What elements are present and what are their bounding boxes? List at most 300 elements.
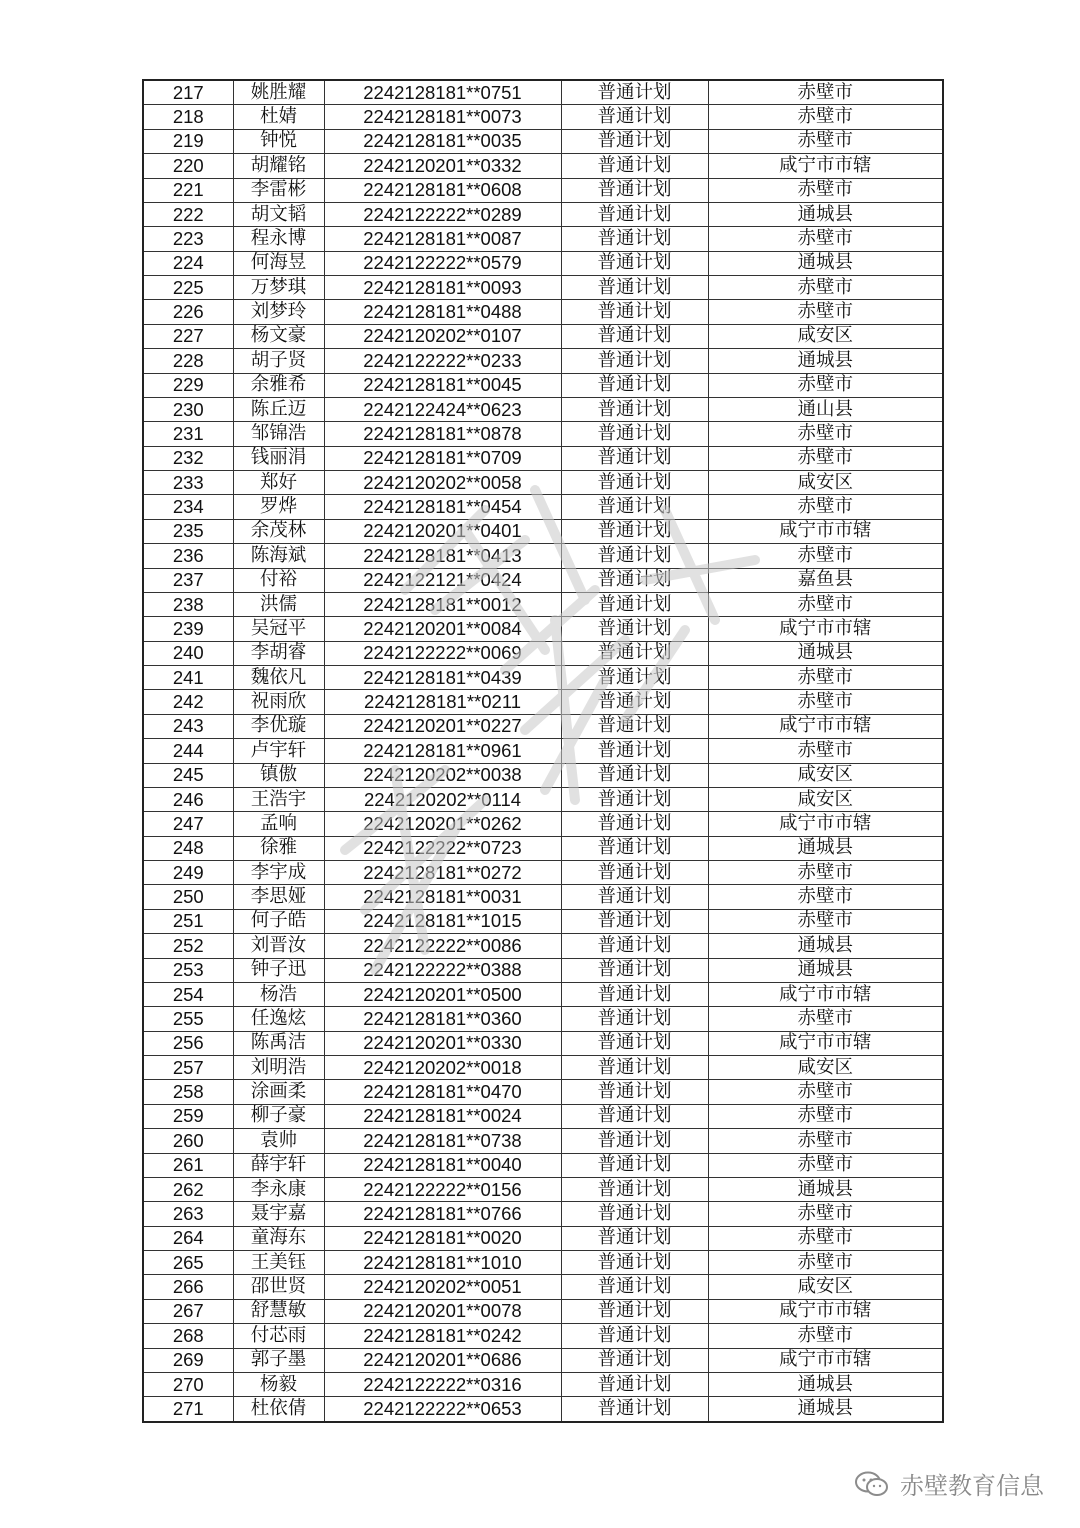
table-row: [143, 178, 943, 202]
exam-id-cell: 2242128181**0608: [324, 178, 561, 202]
region-cell: 通城县: [708, 1372, 943, 1396]
plan-type-cell: 普通计划: [561, 276, 708, 300]
exam-id-cell: 2242128181**0272: [324, 861, 561, 885]
table-row: [143, 666, 943, 690]
student-name-cell: 李思娅: [233, 885, 324, 909]
table-row: [143, 641, 943, 665]
exam-id-cell: 2242122121**0424: [324, 568, 561, 592]
region-cell: 咸安区: [708, 324, 943, 348]
student-name-cell: 钟子迅: [233, 958, 324, 982]
table-row: [143, 592, 943, 616]
student-name-cell: 李雷彬: [233, 178, 324, 202]
table-row: [143, 1348, 943, 1372]
row-number-cell: 256: [143, 1031, 233, 1055]
exam-id-cell: 2242122222**0233: [324, 349, 561, 373]
row-number-cell: 251: [143, 909, 233, 933]
table-body: [143, 80, 943, 1422]
plan-type-cell: 普通计划: [561, 495, 708, 519]
region-cell: 赤壁市: [708, 861, 943, 885]
row-number-cell: 260: [143, 1129, 233, 1153]
exam-id-cell: 2242122222**0156: [324, 1177, 561, 1201]
student-name-cell: 柳子豪: [233, 1104, 324, 1128]
student-name-cell: 王浩宇: [233, 787, 324, 811]
row-number-cell: 254: [143, 982, 233, 1006]
table-row: [143, 1324, 943, 1348]
student-name-cell: 钱丽涓: [233, 446, 324, 470]
student-name-cell: 万梦琪: [233, 276, 324, 300]
region-cell: 咸安区: [708, 787, 943, 811]
exam-id-cell: 2242128181**0093: [324, 276, 561, 300]
row-number-cell: 229: [143, 373, 233, 397]
exam-id-cell: 2242120201**0500: [324, 982, 561, 1006]
plan-type-cell: 普通计划: [561, 544, 708, 568]
region-cell: 赤壁市: [708, 885, 943, 909]
exam-id-cell: 2242128181**0012: [324, 592, 561, 616]
region-cell: 赤壁市: [708, 1129, 943, 1153]
plan-type-cell: 普通计划: [561, 1056, 708, 1080]
plan-type-cell: 普通计划: [561, 1275, 708, 1299]
table-row: [143, 812, 943, 836]
exam-id-cell: 2242128181**0751: [324, 80, 561, 105]
student-name-cell: 付芯雨: [233, 1324, 324, 1348]
student-name-cell: 祝雨欣: [233, 690, 324, 714]
region-cell: 通城县: [708, 934, 943, 958]
plan-type-cell: 普通计划: [561, 397, 708, 421]
table-row: [143, 982, 943, 1006]
table-row: [143, 1129, 943, 1153]
plan-type-cell: 普通计划: [561, 1251, 708, 1275]
region-cell: 赤壁市: [708, 1202, 943, 1226]
region-cell: 赤壁市: [708, 1080, 943, 1104]
table-row: [143, 1056, 943, 1080]
row-number-cell: 246: [143, 787, 233, 811]
student-name-cell: 杨浩: [233, 982, 324, 1006]
exam-id-cell: 2242122222**0388: [324, 958, 561, 982]
region-cell: 赤壁市: [708, 1226, 943, 1250]
region-cell: 咸安区: [708, 763, 943, 787]
row-number-cell: 235: [143, 519, 233, 543]
exam-id-cell: 2242128181**0211: [324, 690, 561, 714]
region-cell: 赤壁市: [708, 690, 943, 714]
table-row: [143, 1202, 943, 1226]
table-row: [143, 763, 943, 787]
region-cell: 赤壁市: [708, 227, 943, 251]
row-number-cell: 253: [143, 958, 233, 982]
row-number-cell: 258: [143, 1080, 233, 1104]
region-cell: 通城县: [708, 641, 943, 665]
region-cell: 咸宁市市辖: [708, 1031, 943, 1055]
table-row: [143, 1251, 943, 1275]
student-name-cell: 罗烨: [233, 495, 324, 519]
plan-type-cell: 普通计划: [561, 1397, 708, 1422]
student-name-cell: 李宇成: [233, 861, 324, 885]
student-name-cell: 吴冠平: [233, 617, 324, 641]
plan-type-cell: 普通计划: [561, 324, 708, 348]
exam-id-cell: 2242122222**0579: [324, 251, 561, 275]
exam-id-cell: 2242128181**0087: [324, 227, 561, 251]
student-name-cell: 钟悦: [233, 129, 324, 153]
table-row: [143, 739, 943, 763]
row-number-cell: 263: [143, 1202, 233, 1226]
region-cell: 赤壁市: [708, 422, 943, 446]
row-number-cell: 218: [143, 105, 233, 129]
plan-type-cell: 普通计划: [561, 251, 708, 275]
plan-type-cell: 普通计划: [561, 739, 708, 763]
exam-id-cell: 2242128181**0024: [324, 1104, 561, 1128]
exam-id-cell: 2242128181**0031: [324, 885, 561, 909]
region-cell: 赤壁市: [708, 105, 943, 129]
region-cell: 嘉鱼县: [708, 568, 943, 592]
plan-type-cell: 普通计划: [561, 471, 708, 495]
exam-id-cell: 2242120201**0330: [324, 1031, 561, 1055]
table-row: [143, 544, 943, 568]
region-cell: 咸宁市市辖: [708, 154, 943, 178]
row-number-cell: 220: [143, 154, 233, 178]
plan-type-cell: 普通计划: [561, 129, 708, 153]
table-row: [143, 202, 943, 226]
row-number-cell: 266: [143, 1275, 233, 1299]
region-cell: 赤壁市: [708, 544, 943, 568]
exam-id-cell: 2242128181**0961: [324, 739, 561, 763]
plan-type-cell: 普通计划: [561, 80, 708, 105]
region-cell: 赤壁市: [708, 1251, 943, 1275]
row-number-cell: 267: [143, 1299, 233, 1323]
plan-type-cell: 普通计划: [561, 519, 708, 543]
row-number-cell: 237: [143, 568, 233, 592]
row-number-cell: 239: [143, 617, 233, 641]
plan-type-cell: 普通计划: [561, 787, 708, 811]
student-name-cell: 余茂林: [233, 519, 324, 543]
plan-type-cell: 普通计划: [561, 1202, 708, 1226]
row-number-cell: 248: [143, 836, 233, 860]
plan-type-cell: 普通计划: [561, 154, 708, 178]
row-number-cell: 249: [143, 861, 233, 885]
region-cell: 咸宁市市辖: [708, 714, 943, 738]
student-name-cell: 郑好: [233, 471, 324, 495]
table-row: [143, 714, 943, 738]
footer-source: [854, 1466, 1044, 1501]
exam-id-cell: 2242120202**0114: [324, 787, 561, 811]
student-name-cell: 袁帅: [233, 1129, 324, 1153]
plan-type-cell: 普通计划: [561, 982, 708, 1006]
student-name-cell: 杨毅: [233, 1372, 324, 1396]
region-cell: 咸安区: [708, 1275, 943, 1299]
student-name-cell: 聂宇嘉: [233, 1202, 324, 1226]
exam-id-cell: 2242120202**0018: [324, 1056, 561, 1080]
row-number-cell: 223: [143, 227, 233, 251]
region-cell: 咸宁市市辖: [708, 1299, 943, 1323]
plan-type-cell: 普通计划: [561, 1007, 708, 1031]
plan-type-cell: 普通计划: [561, 1129, 708, 1153]
student-name-cell: 李永康: [233, 1177, 324, 1201]
table-row: [143, 1275, 943, 1299]
region-cell: 咸宁市市辖: [708, 982, 943, 1006]
table-row: [143, 227, 943, 251]
row-number-cell: 233: [143, 471, 233, 495]
wechat-icon: [854, 1470, 890, 1498]
table-row: [143, 568, 943, 592]
student-name-cell: 洪儒: [233, 592, 324, 616]
plan-type-cell: 普通计划: [561, 812, 708, 836]
plan-type-cell: 普通计划: [561, 300, 708, 324]
student-name-cell: 邵世贤: [233, 1275, 324, 1299]
row-number-cell: 236: [143, 544, 233, 568]
row-number-cell: 240: [143, 641, 233, 665]
exam-id-cell: 2242120202**0051: [324, 1275, 561, 1299]
account-name: 赤壁教育信息: [900, 1472, 1044, 1500]
plan-type-cell: 普通计划: [561, 1372, 708, 1396]
plan-type-cell: 普通计划: [561, 617, 708, 641]
exam-id-cell: 2242128181**0470: [324, 1080, 561, 1104]
row-number-cell: 227: [143, 324, 233, 348]
exam-id-cell: 2242122424**0623: [324, 397, 561, 421]
student-name-cell: 薛宇轩: [233, 1153, 324, 1177]
row-number-cell: 271: [143, 1397, 233, 1422]
plan-type-cell: 普通计划: [561, 1177, 708, 1201]
exam-id-cell: 2242120201**0227: [324, 714, 561, 738]
plan-type-cell: 普通计划: [561, 349, 708, 373]
table-row: [143, 80, 943, 105]
student-name-cell: 魏依凡: [233, 666, 324, 690]
region-cell: 赤壁市: [708, 739, 943, 763]
plan-type-cell: 普通计划: [561, 934, 708, 958]
row-number-cell: 269: [143, 1348, 233, 1372]
row-number-cell: 245: [143, 763, 233, 787]
exam-id-cell: 2242128181**1015: [324, 909, 561, 933]
student-name-cell: 舒慧敏: [233, 1299, 324, 1323]
region-cell: 通城县: [708, 1397, 943, 1422]
student-name-cell: 程永博: [233, 227, 324, 251]
row-number-cell: 268: [143, 1324, 233, 1348]
exam-id-cell: 2242128181**0360: [324, 1007, 561, 1031]
exam-id-cell: 2242120201**0078: [324, 1299, 561, 1323]
plan-type-cell: 普通计划: [561, 861, 708, 885]
table-row: [143, 1299, 943, 1323]
student-name-cell: 杜婧: [233, 105, 324, 129]
exam-id-cell: 2242128181**0045: [324, 373, 561, 397]
exam-id-cell: 2242128181**0073: [324, 105, 561, 129]
exam-id-cell: 2242128181**0878: [324, 422, 561, 446]
table-row: [143, 1226, 943, 1250]
student-name-cell: 余雅希: [233, 373, 324, 397]
exam-id-cell: 2242128181**0439: [324, 666, 561, 690]
student-name-cell: 付裕: [233, 568, 324, 592]
exam-id-cell: 2242128181**0766: [324, 1202, 561, 1226]
student-name-cell: 陈海斌: [233, 544, 324, 568]
plan-type-cell: 普通计划: [561, 714, 708, 738]
row-number-cell: 265: [143, 1251, 233, 1275]
plan-type-cell: 普通计划: [561, 885, 708, 909]
table-row: [143, 934, 943, 958]
region-cell: 赤壁市: [708, 446, 943, 470]
student-name-cell: 杨文豪: [233, 324, 324, 348]
plan-type-cell: 普通计划: [561, 641, 708, 665]
region-cell: 赤壁市: [708, 495, 943, 519]
row-number-cell: 242: [143, 690, 233, 714]
table-row: [143, 129, 943, 153]
table-row: [143, 617, 943, 641]
row-number-cell: 250: [143, 885, 233, 909]
student-name-cell: 郭子墨: [233, 1348, 324, 1372]
row-number-cell: 241: [143, 666, 233, 690]
student-name-cell: 李优璇: [233, 714, 324, 738]
row-number-cell: 270: [143, 1372, 233, 1396]
student-name-cell: 何海昱: [233, 251, 324, 275]
exam-id-cell: 2242122222**0086: [324, 934, 561, 958]
table-row: [143, 958, 943, 982]
region-cell: 赤壁市: [708, 276, 943, 300]
region-cell: 通城县: [708, 349, 943, 373]
region-cell: 赤壁市: [708, 373, 943, 397]
table-row: [143, 495, 943, 519]
student-name-cell: 刘明浩: [233, 1056, 324, 1080]
row-number-cell: 243: [143, 714, 233, 738]
student-name-cell: 刘晋汝: [233, 934, 324, 958]
table-row: [143, 690, 943, 714]
student-name-cell: 胡文韬: [233, 202, 324, 226]
row-number-cell: 224: [143, 251, 233, 275]
student-name-cell: 姚胜耀: [233, 80, 324, 105]
plan-type-cell: 普通计划: [561, 568, 708, 592]
table-row: [143, 1177, 943, 1201]
region-cell: 咸宁市市辖: [708, 1348, 943, 1372]
exam-id-cell: 2242120201**0332: [324, 154, 561, 178]
exam-id-cell: 2242120201**0686: [324, 1348, 561, 1372]
student-name-cell: 刘梦玲: [233, 300, 324, 324]
student-name-cell: 孟响: [233, 812, 324, 836]
student-name-cell: 童海东: [233, 1226, 324, 1250]
table-row: [143, 251, 943, 275]
table-row: [143, 154, 943, 178]
region-cell: 咸宁市市辖: [708, 812, 943, 836]
student-name-cell: 徐雅: [233, 836, 324, 860]
row-number-cell: 221: [143, 178, 233, 202]
exam-id-cell: 2242122222**0316: [324, 1372, 561, 1396]
plan-type-cell: 普通计划: [561, 1153, 708, 1177]
plan-type-cell: 普通计划: [561, 909, 708, 933]
table-row: [143, 1372, 943, 1396]
region-cell: 赤壁市: [708, 178, 943, 202]
row-number-cell: 234: [143, 495, 233, 519]
exam-id-cell: 2242128181**0242: [324, 1324, 561, 1348]
table-row: [143, 1153, 943, 1177]
row-number-cell: 217: [143, 80, 233, 105]
student-name-cell: 陈禹洁: [233, 1031, 324, 1055]
row-number-cell: 231: [143, 422, 233, 446]
row-number-cell: 222: [143, 202, 233, 226]
row-number-cell: 219: [143, 129, 233, 153]
exam-id-cell: 2242122222**0069: [324, 641, 561, 665]
table-row: [143, 373, 943, 397]
row-number-cell: 230: [143, 397, 233, 421]
table-row: [143, 276, 943, 300]
student-name-cell: 胡耀铭: [233, 154, 324, 178]
exam-id-cell: 2242128181**0738: [324, 1129, 561, 1153]
region-cell: 咸宁市市辖: [708, 519, 943, 543]
table-row: [143, 1080, 943, 1104]
plan-type-cell: 普通计划: [561, 105, 708, 129]
plan-type-cell: 普通计划: [561, 1348, 708, 1372]
table-row: [143, 1397, 943, 1422]
row-number-cell: 232: [143, 446, 233, 470]
region-cell: 咸安区: [708, 471, 943, 495]
region-cell: 通城县: [708, 836, 943, 860]
table-row: [143, 105, 943, 129]
table-row: [143, 519, 943, 543]
exam-id-cell: 2242120202**0038: [324, 763, 561, 787]
region-cell: 通城县: [708, 1177, 943, 1201]
table-row: [143, 836, 943, 860]
table-row: [143, 1007, 943, 1031]
table-row: [143, 446, 943, 470]
row-number-cell: 244: [143, 739, 233, 763]
region-cell: 赤壁市: [708, 80, 943, 105]
table-row: [143, 861, 943, 885]
row-number-cell: 259: [143, 1104, 233, 1128]
region-cell: 赤壁市: [708, 1324, 943, 1348]
student-name-cell: 何子皓: [233, 909, 324, 933]
row-number-cell: 225: [143, 276, 233, 300]
region-cell: 咸安区: [708, 1056, 943, 1080]
region-cell: 赤壁市: [708, 1153, 943, 1177]
region-cell: 咸宁市市辖: [708, 617, 943, 641]
table-row: [143, 324, 943, 348]
plan-type-cell: 普通计划: [561, 1104, 708, 1128]
region-cell: 赤壁市: [708, 909, 943, 933]
plan-type-cell: 普通计划: [561, 1031, 708, 1055]
admission-list-table: [142, 79, 944, 1423]
plan-type-cell: 普通计划: [561, 446, 708, 470]
table-row: [143, 471, 943, 495]
exam-id-cell: 2242122222**0653: [324, 1397, 561, 1422]
row-number-cell: 226: [143, 300, 233, 324]
exam-id-cell: 2242120202**0058: [324, 471, 561, 495]
plan-type-cell: 普通计划: [561, 690, 708, 714]
plan-type-cell: 普通计划: [561, 1324, 708, 1348]
student-name-cell: 卢宇轩: [233, 739, 324, 763]
student-name-cell: 镇傲: [233, 763, 324, 787]
plan-type-cell: 普通计划: [561, 763, 708, 787]
region-cell: 赤壁市: [708, 1007, 943, 1031]
row-number-cell: 255: [143, 1007, 233, 1031]
student-name-cell: 杜依倩: [233, 1397, 324, 1422]
row-number-cell: 261: [143, 1153, 233, 1177]
plan-type-cell: 普通计划: [561, 666, 708, 690]
student-name-cell: 任逸炫: [233, 1007, 324, 1031]
plan-type-cell: 普通计划: [561, 373, 708, 397]
student-name-cell: 涂画柔: [233, 1080, 324, 1104]
exam-id-cell: 2242128181**0035: [324, 129, 561, 153]
region-cell: 通城县: [708, 251, 943, 275]
table-row: [143, 422, 943, 446]
student-name-cell: 李胡睿: [233, 641, 324, 665]
region-cell: 通城县: [708, 958, 943, 982]
student-name-cell: 王美钰: [233, 1251, 324, 1275]
region-cell: 通城县: [708, 202, 943, 226]
row-number-cell: 252: [143, 934, 233, 958]
exam-id-cell: 2242128181**0020: [324, 1226, 561, 1250]
student-name-cell: 胡子贤: [233, 349, 324, 373]
exam-id-cell: 2242120201**0262: [324, 812, 561, 836]
table-row: [143, 1104, 943, 1128]
plan-type-cell: 普通计划: [561, 592, 708, 616]
exam-id-cell: 2242120202**0107: [324, 324, 561, 348]
row-number-cell: 247: [143, 812, 233, 836]
plan-type-cell: 普通计划: [561, 178, 708, 202]
exam-id-cell: 2242128181**0413: [324, 544, 561, 568]
region-cell: 赤壁市: [708, 666, 943, 690]
row-number-cell: 264: [143, 1226, 233, 1250]
